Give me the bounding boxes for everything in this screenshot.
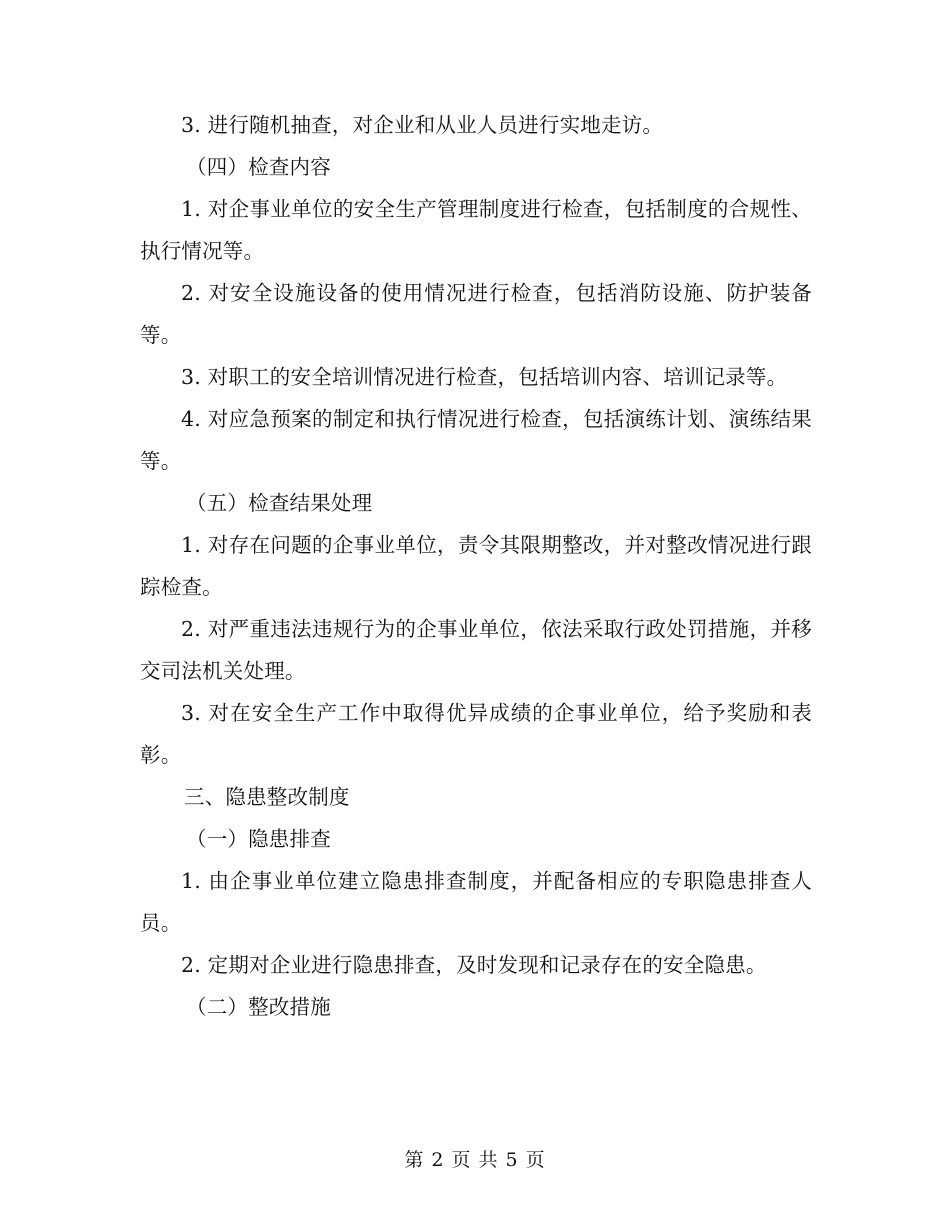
paragraph-rewards: 3. 对在安全生产工作中取得优异成绩的企事业单位，给予奖励和表彰。	[140, 701, 812, 767]
paragraph-regular-investigation: 2. 定期对企业进行隐患排查，及时发现和记录存在的安全隐患。	[181, 953, 767, 977]
document-body	[140, 104, 812, 1028]
paragraph-training-check: 3. 对职工的安全培训情况进行检查，包括培训内容、培训记录等。	[181, 365, 788, 389]
section-heading-hazard-investigation: （一）隐患排查	[186, 827, 331, 851]
paragraph-emergency-plan-check: 4. 对应急预案的制定和执行情况进行检查，包括演练计划、演练结果等。	[140, 407, 812, 473]
paragraph-facility-check: 2. 对安全设施设备的使用情况进行检查，包括消防设施、防护装备等。	[140, 281, 812, 347]
paragraph-random-inspection: 3. 进行随机抽查，对企业和从业人员进行实地走访。	[181, 113, 664, 137]
section-heading-rectification-measures: （二）整改措施	[186, 995, 331, 1019]
section-heading-result-handling: （五）检查结果处理	[186, 491, 373, 515]
paragraph-management-system-check: 1. 对企事业单位的安全生产管理制度进行检查，包括制度的合规性、执行情况等。	[140, 197, 812, 263]
chapter-heading-hazard-rectification: 三、隐患整改制度	[184, 785, 350, 809]
section-heading-inspection-content: （四）检查内容	[186, 155, 331, 179]
page-number-footer: 第 2 页 共 5 页	[404, 1149, 546, 1171]
paragraph-administrative-penalty: 2. 对严重违法违规行为的企事业单位，依法采取行政处罚措施，并移交司法机关处理。	[140, 617, 812, 683]
paragraph-rectification-order: 1. 对存在问题的企事业单位，责令其限期整改，并对整改情况进行跟踪检查。	[140, 533, 812, 599]
paragraph-investigation-system: 1. 由企事业单位建立隐患排查制度，并配备相应的专职隐患排查人员。	[140, 869, 812, 935]
